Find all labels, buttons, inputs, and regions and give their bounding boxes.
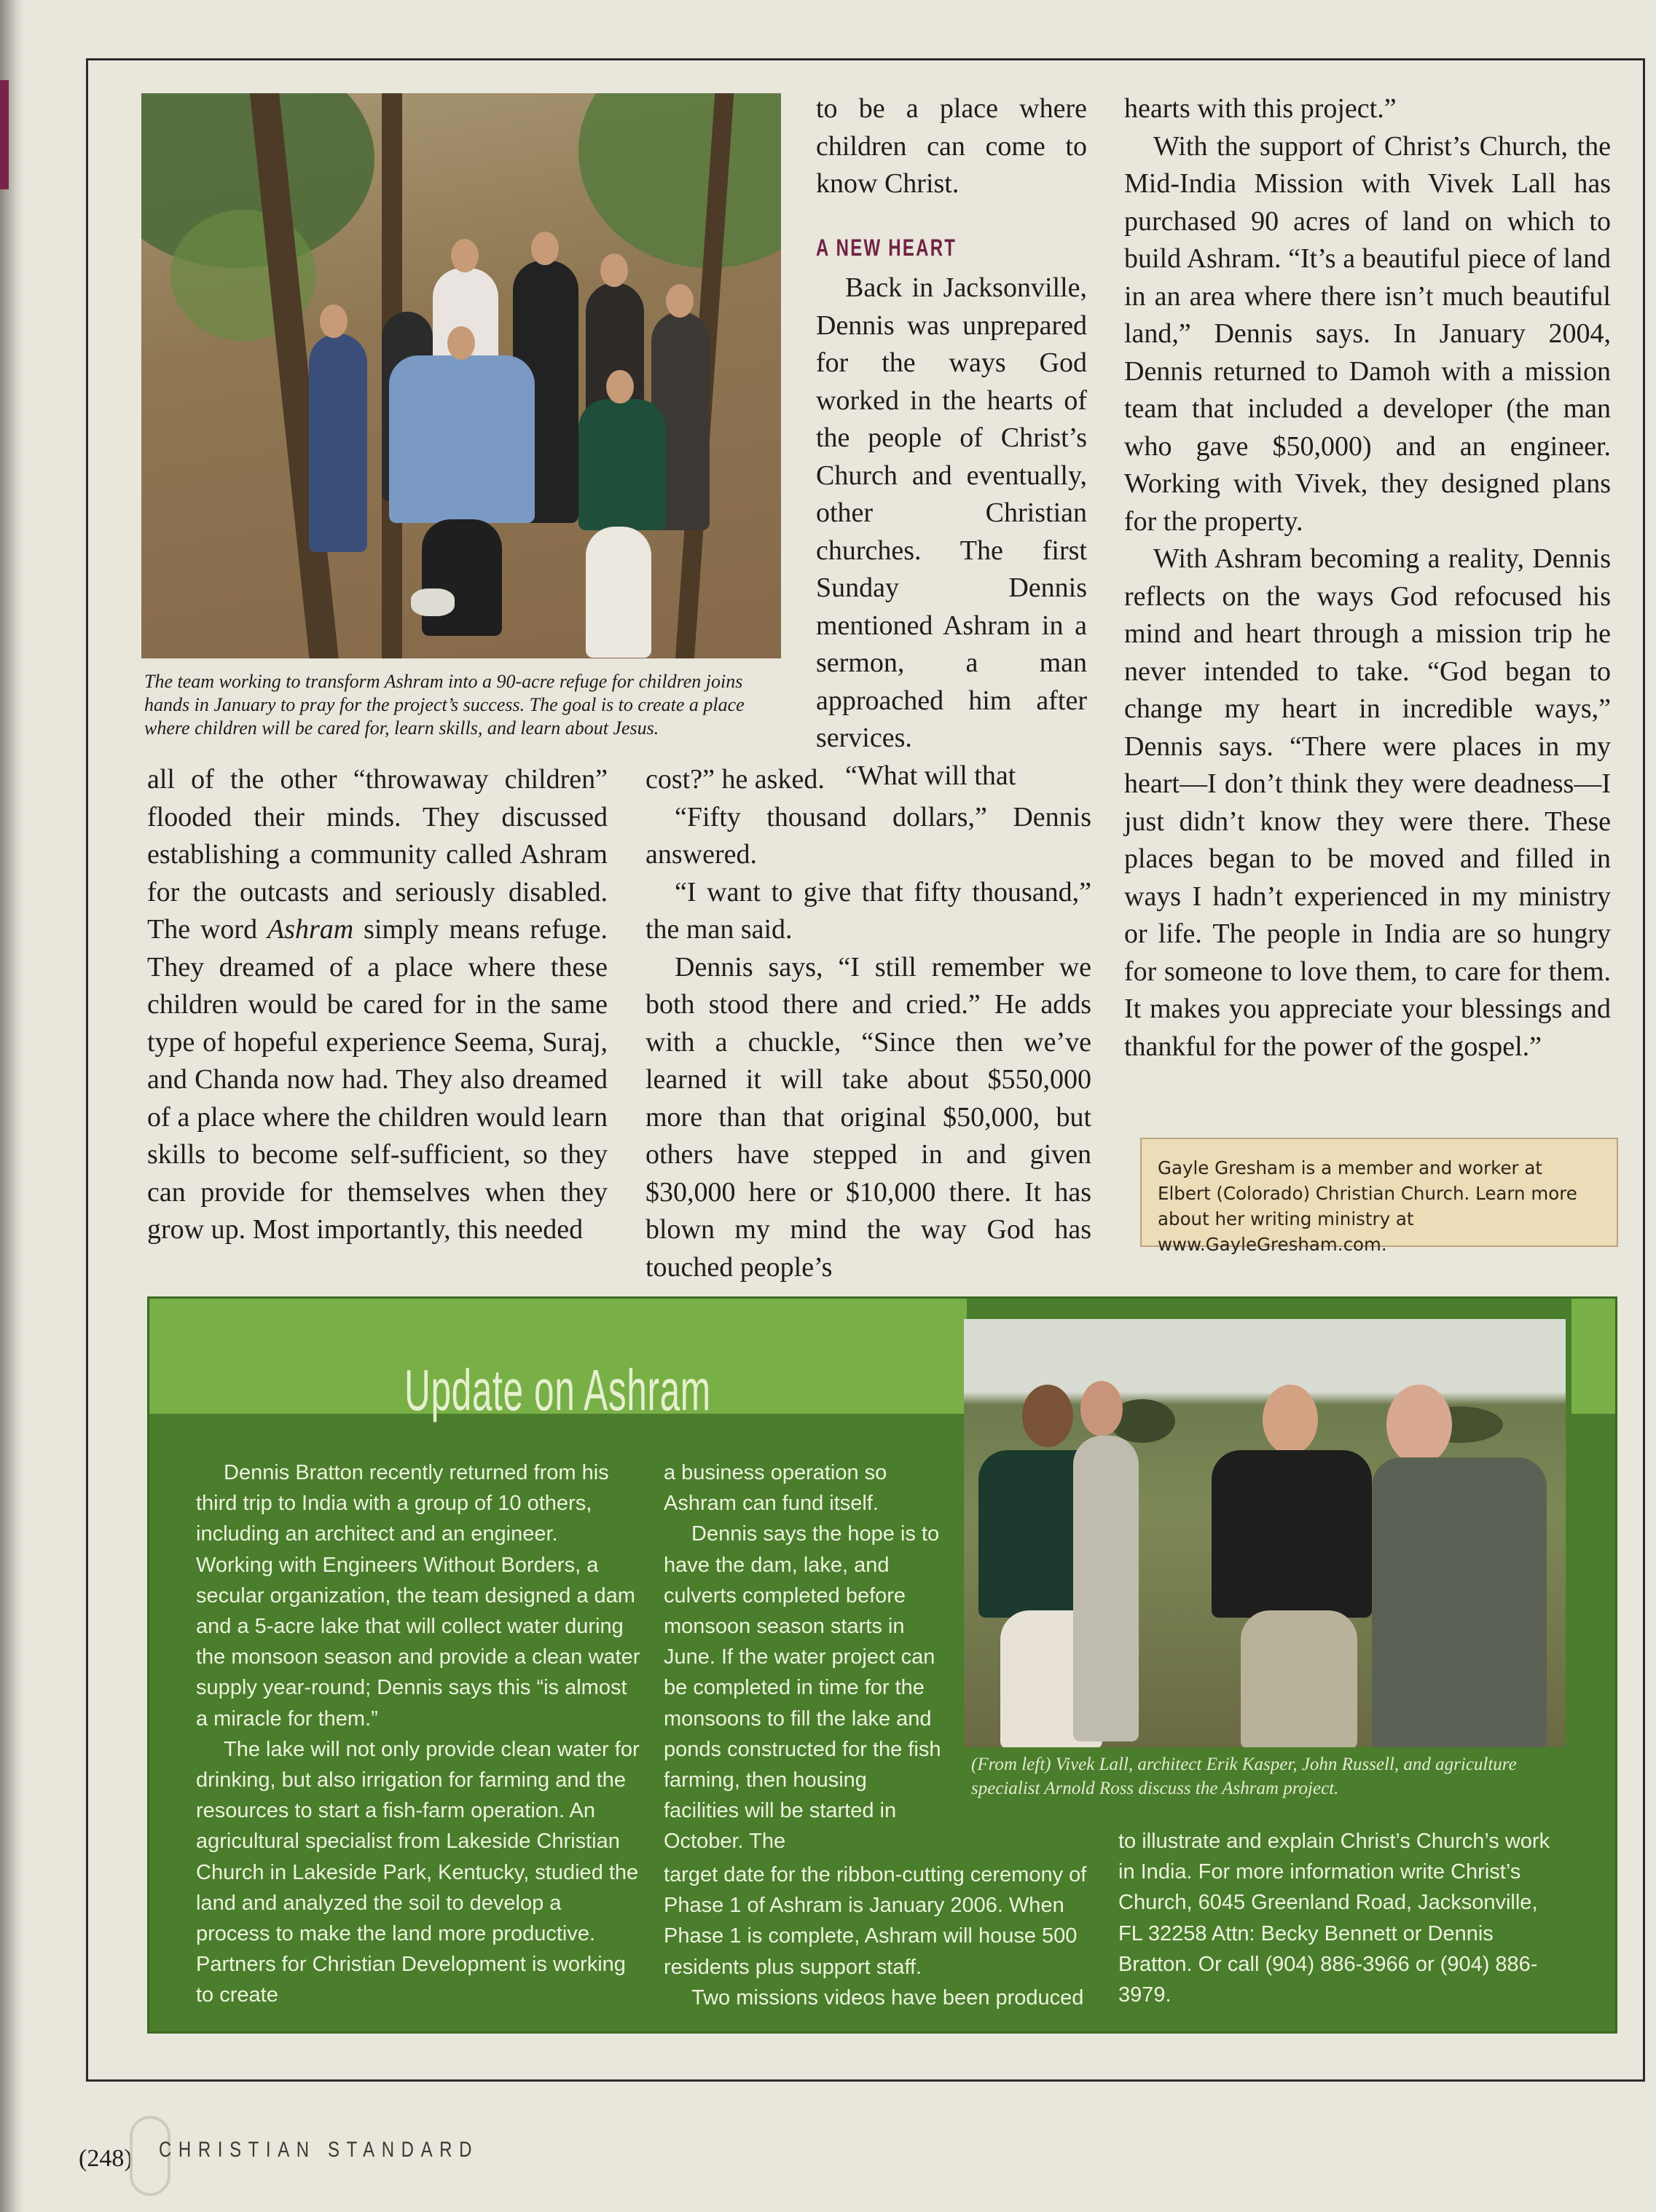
update-paragraph: a business operation so Ashram can fund itself. <box>664 1461 887 1516</box>
article-paragraph: Back in Jacksonville, Dennis was unprepared for the ways God worked in the hearts of the people of Christ’s Church and eventually, other Christian churches. The first Sunday Dennis mentioned Ashram in a sermon, a man approached him after services. <box>816 272 1087 753</box>
article-column-left <box>147 761 608 1249</box>
update-sidebar <box>147 1296 1617 2034</box>
update-paragraph: Two missions videos have been produced <box>691 1985 1084 2010</box>
author-bio-text: Gayle Gresham is a member and worker at Elbert (Colorado) Christian Church. Learn more about her writing ministry at www.GayleGresham.com. <box>1158 1157 1577 1255</box>
article-paragraph: “What will that <box>845 760 1016 791</box>
photo-caption-discussion: (From left) Vivek Lall, architect Erik Kasper, John Russell, and agriculture specialist Arnold Ross discuss the Ashram project. <box>971 1755 1517 1798</box>
update-header-band-right <box>1571 1299 1615 1414</box>
article-paragraph: With the support of Christ’s Church, the Mid-India Mission with Vivek Lall has purchased 90 acres of land on which to build Ashram. “It’s a beautiful piece of land in an area where there isn’t much beautiful land,” Dennis says. In January 2004, Dennis returned to Damoh with a mission team that included a developer (the man who gave $50,000) and an engineer. Working with Vivek, they designed plans for the property. <box>1124 130 1611 537</box>
page-binding <box>0 0 25 2212</box>
photo-caption-team: The team working to transform Ashram into a 90-acre refuge for children joins hands in January to pray for the project’s success. The goal is to create a place where children will be cared for, learn skills, and learn about Jesus. <box>144 671 745 739</box>
article-paragraph: hearts with this project.” <box>1124 93 1397 124</box>
update-paragraph: Dennis says the hope is to have the dam, lake, and culverts completed before monsoon season starts in June. If the water project can be completed in time for the monsoons to fill the lake and ponds constructed for the fish farming, then housing facilities will be started in October. The <box>664 1522 941 1854</box>
update-paragraph: The lake will not only provide clean water for drinking, but also irrigation for farming and the resources to start a fish-farm operation. An agricultural specialist from Lakeside Christian Church in Lakeside Park, Kentucky, studied the land and analyzed the soil to develop a process to make the land more productive. Partners for Christian Development is working to create <box>196 1737 640 2007</box>
update-column-1 <box>196 1457 640 2011</box>
article-paragraph <box>147 761 608 1249</box>
page-number: (248) <box>79 2145 133 2172</box>
update-paragraph: to illustrate and explain Christ’s Church’s work in India. For more information write Christ’s Church, 6045 Greenland Road, Jacksonville, FL 32258 Attn: Becky Bennett or Dennis Bratton. Or call (904) 886-3966 or (904) 886-3979. <box>1118 1830 1550 2007</box>
article-column-middle <box>645 761 1091 1286</box>
update-paragraph: Dennis Bratton recently returned from his third trip to India with a group of 10 others, including an architect and an engineer. Working with Engineers Without Borders, a secular organization, the team designed a dam and a 5-acre lake that will collect water during the monsoon season and provide a clean water supply year-round; Dennis says this “is almost a miracle for them.” <box>196 1461 640 1731</box>
text-run: all of the other “throwaway children” flooded their minds. They discussed establishing a community called Ashram for the outcasts and seriously disabled. The word <box>147 764 608 945</box>
article-paragraph: cost?” he asked. <box>645 764 825 795</box>
article-paragraph: “Fifty thousand dollars,” Dennis answered. <box>645 801 1091 870</box>
article-paragraph: Dennis says, “I still remember we both stood there and cried.” He adds with a chuckle, “Since then we’ve learned it will take about $550,000 more than that original $50,000, but others have stepped in and given $30,000 here or $10,000 there. It has blown my mind the way God has touched people’s <box>645 951 1091 1283</box>
text-run: simply means refuge. They dreamed of a place where these children would be cared for in the same type of hopeful experience Seema, Suraj, and Chanda now had. They also dreamed of a place where the children would learn skills to become self-sufficient, so they can provide for themselves when they grow up. Most importantly, this needed <box>147 914 608 1245</box>
update-column-2-lower <box>664 1859 1101 2013</box>
update-column-2 <box>664 1457 945 1857</box>
update-paragraph: target date for the ribbon-cutting ceremony of Phase 1 of Ashram is January 2006. When Phase 1 is complete, Ashram will house 500 residents plus support staff. <box>664 1863 1087 1979</box>
team-prayer-photo <box>141 93 781 658</box>
magazine-name: CHRISTIAN STANDARD <box>159 2138 479 2162</box>
ashram-discussion-photo <box>964 1319 1566 1747</box>
update-column-3 <box>1118 1826 1563 2010</box>
emphasis-ashram: Ashram <box>267 914 354 945</box>
article-column-right <box>1124 90 1611 1066</box>
article-paragraph: to be a place where children can come to know Christ. <box>816 93 1087 199</box>
article-column-top-middle <box>816 90 1087 795</box>
article-paragraph: With Ashram becoming a reality, Dennis reflects on the ways God refocused his mind and heart through a mission trip he never intended to take. “God began to change my heart in incredible ways,” Dennis says. “There were places in my heart—I don’t think they were deadness—I just didn’t know they were there. These places began to be moved and filled in ways I hadn’t experienced in my ministry or life. The people in India are so hungry for someone to love them, to care for them. It makes you appreciate your blessings and thankful for the power of the gospel.” <box>1124 543 1611 1062</box>
author-bio-box <box>1140 1138 1618 1255</box>
article-paragraph: “I want to give that fifty thousand,” the man said. <box>645 876 1091 945</box>
section-subhead: A NEW HEART <box>816 234 957 261</box>
binding-mark <box>0 80 9 189</box>
update-title: Update on Ashram <box>404 1358 711 1422</box>
